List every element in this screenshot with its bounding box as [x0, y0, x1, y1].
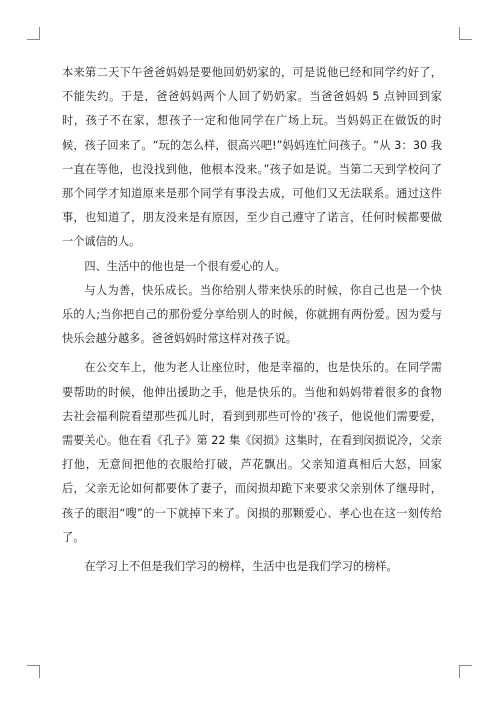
crop-mark-top-left	[27, 27, 40, 40]
crop-mark-top-right	[459, 27, 472, 40]
paragraph-promise: 本来第二天下午爸爸妈妈是要他回奶奶家的，可是说他已经和同学约好了，不能失约。于是，爸爸妈妈两个人回了奶奶家。当爸爸妈妈 5 点钟回到家时，孩子不在家，想孩子一定和他同学在广场上玩。当妈妈正在做饭的时候，孩子回来了。“玩的怎么样，很高兴吧!”妈妈连忙问孩子。“从 3：30 我一直在等他，也没找到他，他根本没来。”孩子如是说。当第二天到学校问了那个同学才知道原来是那个同学有事没去成，可他们又无法联系。通过这件事，也知道了，朋友没来是有原因，至少自己遵守了诺言，任何时候都要做一个诚信的人。	[62, 66, 442, 249]
paragraph-share-love: 与人为善，快乐成长。当你给别人带来快乐的时候，你自己也是一个快乐的人;当你把自己的那份爱分享给别人的时候，你就拥有两份爱。因为爱与快乐会越分越多。爸爸妈妈时常这样对孩子说。	[62, 283, 442, 346]
paragraph-role-model: 在学习上不但是我们学习的榜样，生活中也是我们学习的榜样。	[84, 560, 398, 574]
document-body	[62, 61, 442, 579]
crop-mark-bottom-left	[27, 665, 40, 678]
paragraph-helping-others: 在公交车上，他为老人让座位时，他是幸福的，也是快乐的。在同学需要帮助的时候，他伸出援助之手，他是快乐的。当他和妈妈带着很多的食物去社会福利院看望那些孤儿时，看到到那些可怜的'孩子，他说他们需要爱，需要关心。他在看《孔子》第 22 集《闵损》这集时，在看到闵损说冷，父亲打他，无意间把他的衣服给打破，芦花飘出。父亲知道真相后大怒，回家后，父亲无论如何都要休了妻子，而闵损却跪下来要求父亲别休了继母时，孩子的眼泪“嗖”的一下就掉下来了。闵损的那颗爱心、孝心也在这一刻传给了。	[62, 361, 442, 544]
section-heading-kindness: 四、生活中的他也是一个很有爱心的人。	[84, 259, 286, 273]
crop-mark-bottom-right	[459, 665, 472, 678]
